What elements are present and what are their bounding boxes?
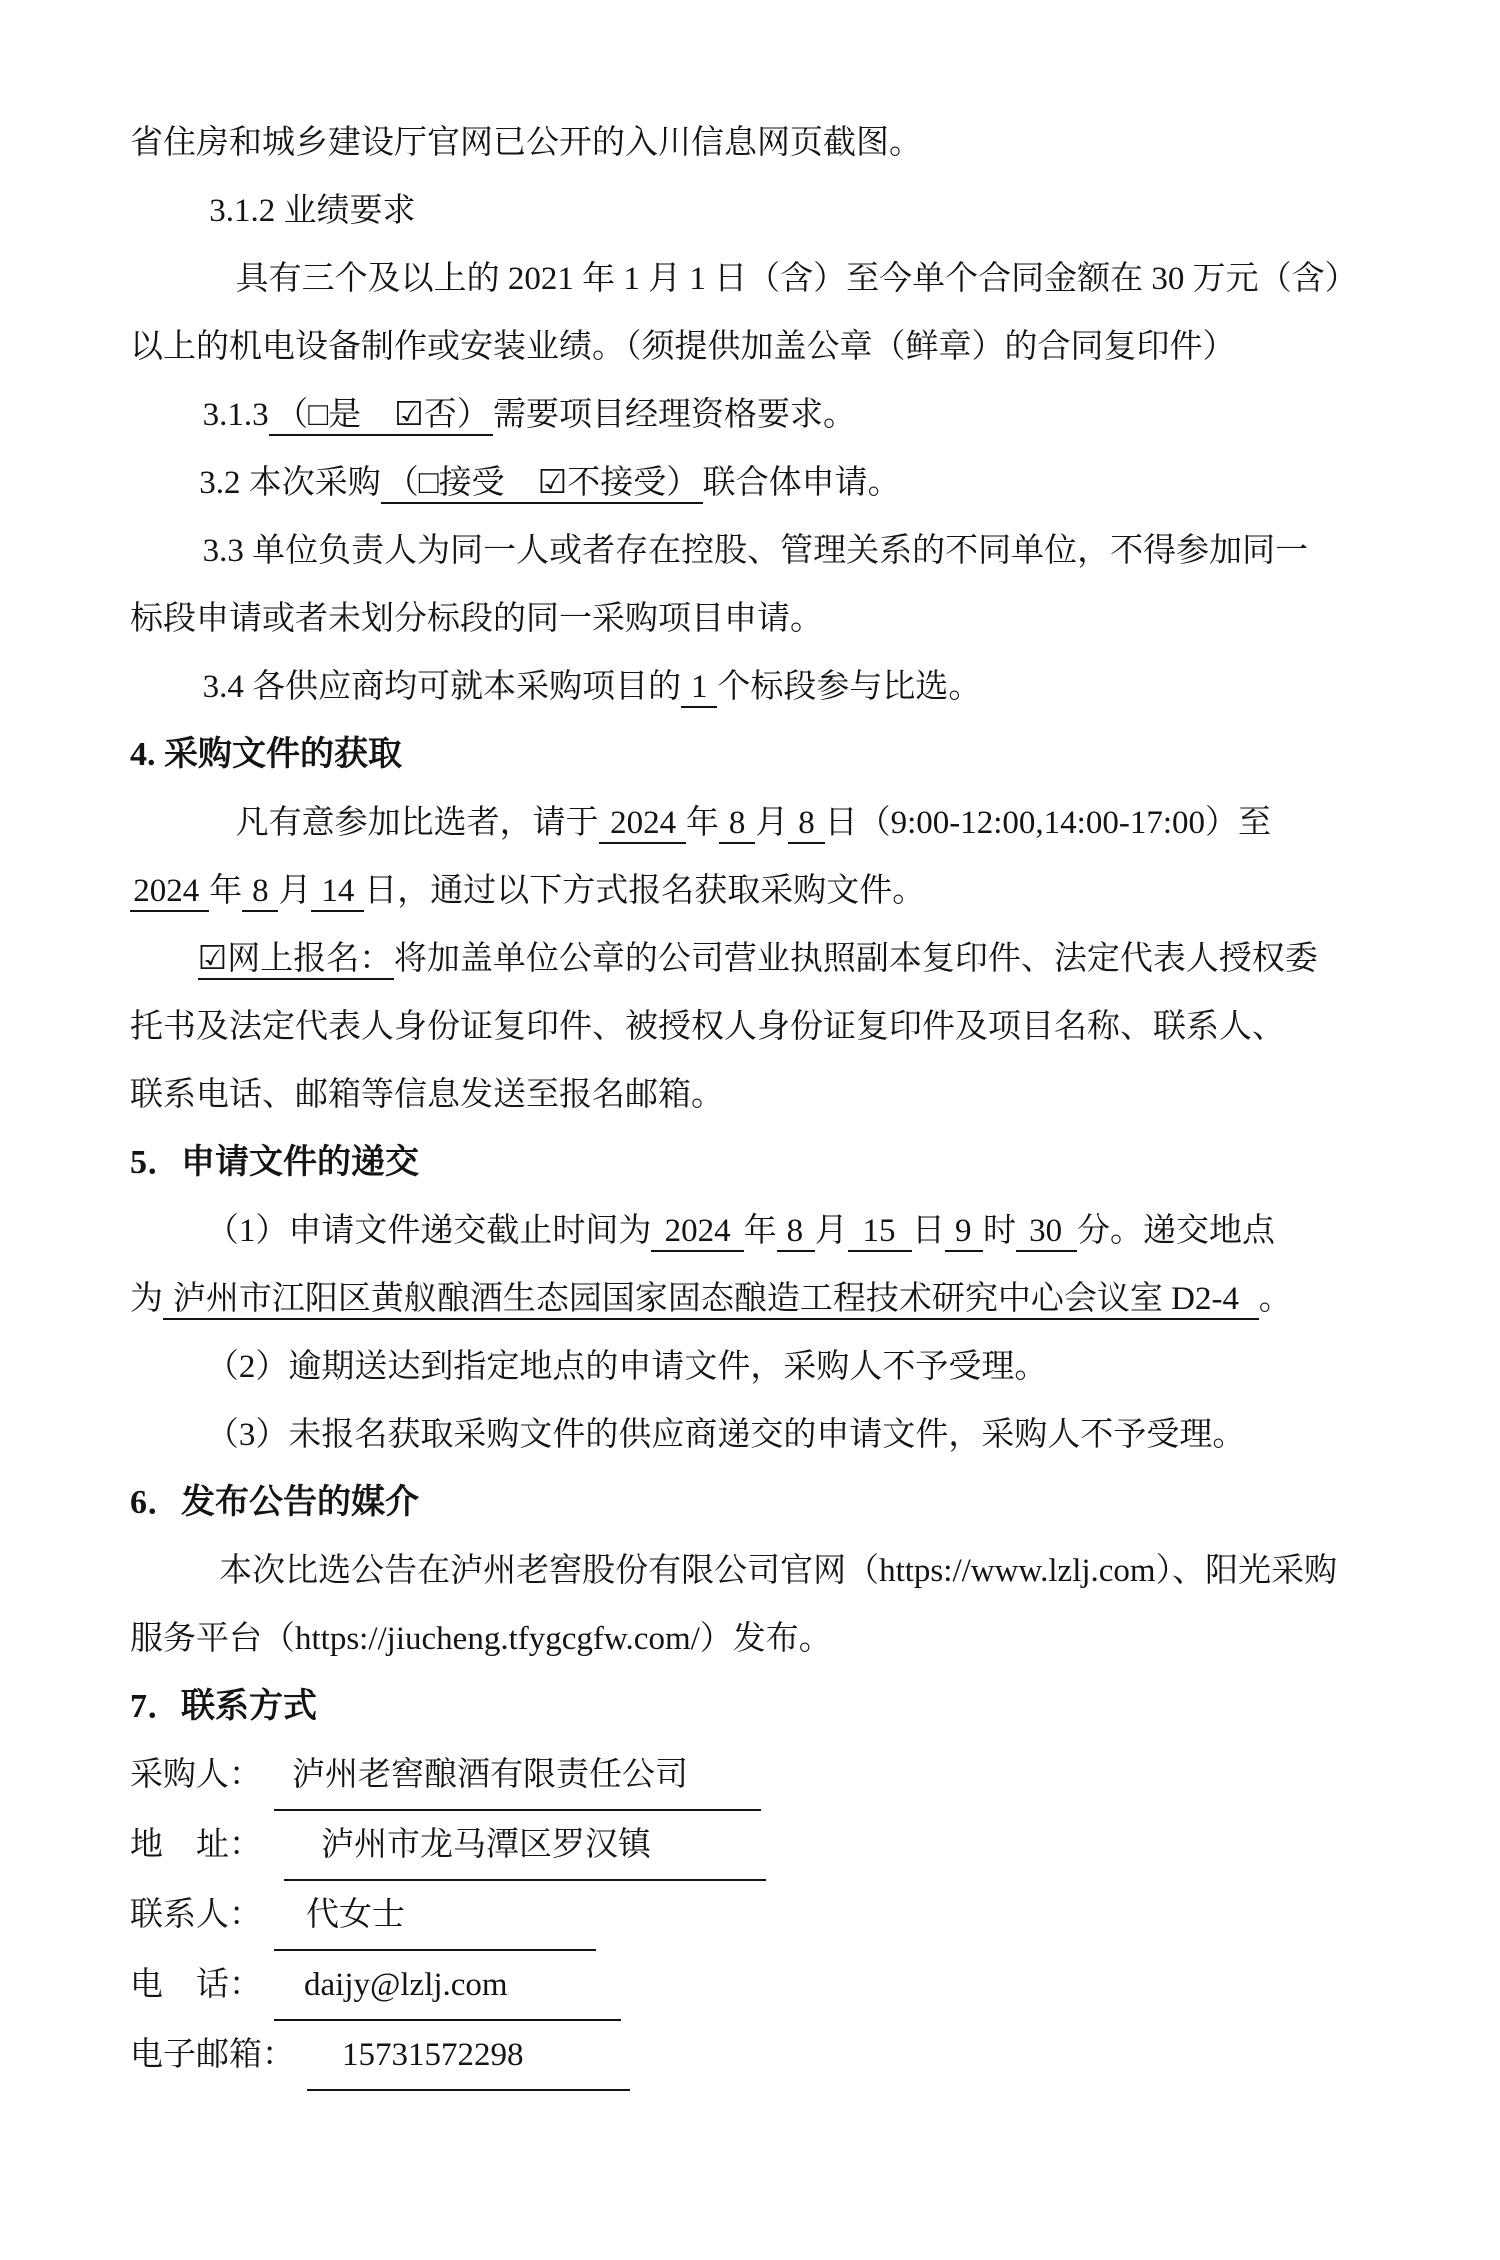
text-run: 分。递交地点 xyxy=(1077,1213,1276,1249)
address-label: 地 址： xyxy=(130,1827,262,1863)
text-run: 需要项目经理资格要求。 xyxy=(493,397,857,433)
lot-count-blank: 1 xyxy=(681,669,717,708)
contact-person-label: 联系人： xyxy=(130,1897,262,1933)
purchaser-value: 泸州老窖酿酒有限责任公司 xyxy=(274,1741,761,1811)
line-3-4-lots xyxy=(130,653,1408,721)
email-value: 15731572298 xyxy=(307,2021,630,2091)
phone-value: daijy@lzlj.com xyxy=(274,1951,621,2021)
reg-start-month-blank: 8 xyxy=(719,805,755,844)
text-run: 为 xyxy=(130,1281,163,1317)
heading-7-contact xyxy=(130,1673,1408,1741)
section-7-title: 7．联系方式 xyxy=(130,1688,317,1725)
line-announcement-1 xyxy=(130,1537,1408,1605)
line-unregistered xyxy=(130,1401,1408,1469)
online-registration-checkbox-label: ☑网上报名： xyxy=(198,941,394,980)
line-3-1-3-pm-requirement xyxy=(130,381,1408,449)
line-registration-period-2 xyxy=(130,857,1408,925)
deadline-month-blank: 8 xyxy=(777,1213,815,1252)
text-run: 本次比选公告在泸州老窖股份有限公司官网（https://www.lzlj.com）、阳光采购 xyxy=(219,1553,1338,1589)
text-run: 以上的机电设备制作或安装业绩。（须提供加盖公章（鲜章）的合同复印件） xyxy=(130,329,1236,365)
text-run: 3.2 本次采购 xyxy=(199,465,381,501)
section-6-title: 6．发布公告的媒介 xyxy=(130,1484,419,1521)
text-run: 年 xyxy=(209,873,243,909)
text-run: 联合体申请。 xyxy=(702,465,901,501)
contact-email xyxy=(130,2021,1408,2091)
text-run: 将加盖单位公章的公司营业执照副本复印件、法定代表人授权委 xyxy=(393,941,1318,977)
line-3-3-same-person-1 xyxy=(130,517,1408,585)
heading-5-submission xyxy=(130,1129,1408,1197)
text-run: 月 xyxy=(278,873,312,909)
line-online-registration-3 xyxy=(130,1061,1408,1129)
text-run: 日（9:00-12:00,14:00-17:00）至 xyxy=(824,805,1271,841)
document-content xyxy=(130,109,1408,2091)
text-run: 联系电话、邮箱等信息发送至报名邮箱。 xyxy=(130,1077,724,1113)
contact-person-value: 代女士 xyxy=(274,1881,596,1951)
submission-location-blank: 泸州市江阳区黄舣酿酒生态园国家固态酿造工程技术研究中心会议室 D2-4 xyxy=(163,1281,1259,1320)
text-run: 月 xyxy=(755,805,789,841)
text-run: 服务平台（https://jiucheng.tfygcgfw.com/）发布。 xyxy=(130,1621,832,1657)
line-performance-req-1 xyxy=(130,245,1408,313)
line-online-registration-2 xyxy=(130,993,1408,1061)
consortium-checkbox-group: （□接受 ☑不接受） xyxy=(381,465,703,504)
text-run: 月 xyxy=(814,1213,848,1249)
text-run: 3.1.2 业绩要求 xyxy=(209,193,416,229)
text-run: 个标段参与比选。 xyxy=(717,669,982,705)
heading-6-media xyxy=(130,1469,1408,1537)
pm-requirement-checkbox-group: （□是 ☑否） xyxy=(269,397,493,436)
address-value: 泸州市龙马潭区罗汉镇 xyxy=(284,1811,766,1881)
line-3-1-2-heading xyxy=(130,177,1408,245)
line-3-3-same-person-2 xyxy=(130,585,1408,653)
text-run: 省住房和城乡建设厅官网已公开的入川信息网页截图。 xyxy=(130,125,922,161)
text-run: 日 xyxy=(912,1213,946,1249)
deadline-year-blank: 2024 xyxy=(651,1213,743,1252)
text-run: 。 xyxy=(1258,1281,1292,1317)
line-deadline-2 xyxy=(130,1265,1408,1333)
contact-phone xyxy=(130,1951,1408,2021)
text-run: 年 xyxy=(686,805,720,841)
text-run: （3）未报名获取采购文件的供应商递交的申请文件，采购人不予受理。 xyxy=(205,1417,1246,1453)
phone-label: 电 话： xyxy=(130,1967,262,2003)
contact-person xyxy=(130,1881,1408,1951)
line-intro-continuation xyxy=(130,109,1408,177)
text-run: 具有三个及以上的 2021 年 1 月 1 日（含）至今单个合同金额在 30 万元（含） xyxy=(235,261,1358,297)
line-online-registration-1 xyxy=(130,925,1408,993)
purchaser-label: 采购人： xyxy=(130,1757,262,1793)
text-run: 3.1.3 xyxy=(202,397,269,433)
reg-start-year-blank: 2024 xyxy=(599,805,686,844)
text-run: 3.4 各供应商均可就本采购项目的 xyxy=(202,669,682,705)
line-3-2-consortium xyxy=(130,449,1408,517)
text-run: 标段申请或者未划分标段的同一采购项目申请。 xyxy=(130,601,823,637)
text-run: 年 xyxy=(743,1213,777,1249)
reg-start-day-blank: 8 xyxy=(788,805,824,844)
text-run: （2）逾期送达到指定地点的申请文件，采购人不予受理。 xyxy=(205,1349,1048,1385)
text-run: 日，通过以下方式报名获取采购文件。 xyxy=(364,873,926,909)
heading-4-obtain-documents xyxy=(130,721,1408,789)
line-performance-req-2 xyxy=(130,313,1408,381)
email-label: 电子邮箱： xyxy=(130,2037,295,2073)
section-4-title: 4. 采购文件的获取 xyxy=(130,736,402,773)
text-run: 托书及法定代表人身份证复印件、被授权人身份证复印件及项目名称、联系人、 xyxy=(130,1009,1285,1045)
reg-end-day-blank: 14 xyxy=(311,873,364,912)
text-run: 3.3 单位负责人为同一人或者存在控股、管理关系的不同单位，不得参加同一 xyxy=(202,533,1309,569)
deadline-hour-blank: 9 xyxy=(945,1213,983,1252)
deadline-day-blank: 15 xyxy=(848,1213,912,1252)
reg-end-month-blank: 8 xyxy=(242,873,278,912)
line-overdue xyxy=(130,1333,1408,1401)
reg-end-year-blank: 2024 xyxy=(130,873,209,912)
text-run: 时 xyxy=(982,1213,1016,1249)
line-registration-period-1 xyxy=(130,789,1408,857)
contact-address xyxy=(130,1811,1408,1881)
contact-purchaser xyxy=(130,1741,1408,1811)
section-5-title: 5．申请文件的递交 xyxy=(130,1144,419,1181)
line-deadline-1 xyxy=(130,1197,1408,1265)
text-run: 凡有意参加比选者，请于 xyxy=(235,805,599,841)
text-run: （1）申请文件递交截止时间为 xyxy=(205,1213,652,1249)
line-announcement-2 xyxy=(130,1605,1408,1673)
deadline-minute-blank: 30 xyxy=(1016,1213,1077,1252)
